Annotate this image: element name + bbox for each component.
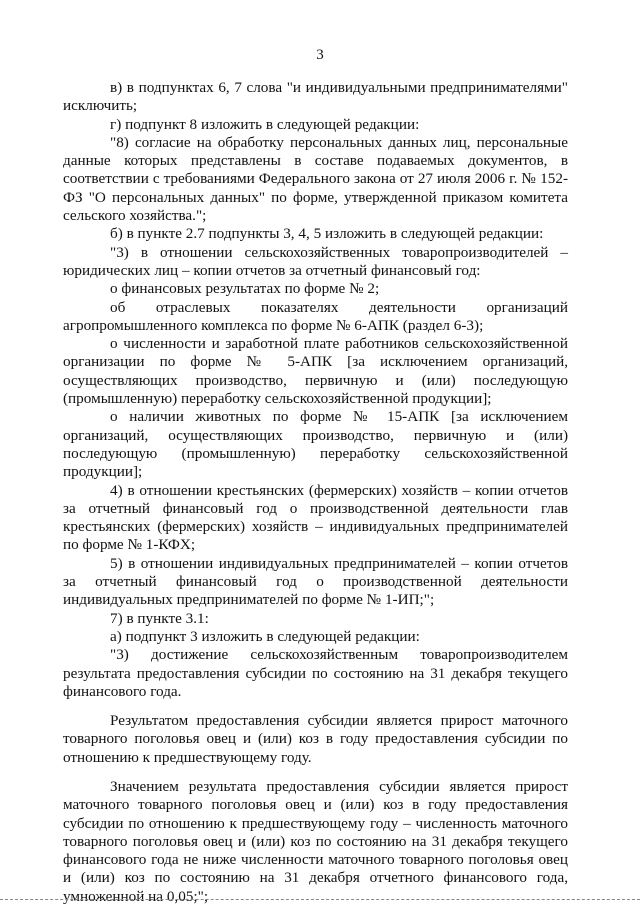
paragraph-v: в) в подпунктах 6, 7 слова "и индивидуальными предпринимателями" исключить; [63,79,568,115]
paragraph-form-1-ip: 5) в отношении индивидуальных предпринимателей – копии отчетов за отчетный финансовый год о производственной деятельности индивидуальных предпринимателей по форме № 1-ИП;"; [63,554,568,609]
paragraph-form-6-apk: об отраслевых показателях деятельности организаций агропромышленного комплекса по форме № 6-АПК (раздел 6-3); [63,298,568,334]
paragraph-form-1-kfh: 4) в отношении крестьянских (фермерских) хозяйств – копии отчетов за отчетный финансовый год о производственной деятельности глав крестьянских (фермерских) хозяйств – индивидуальных предпринимателей по форме № 1-КФХ; [63,481,568,554]
page-number: 3 [316,47,324,63]
paragraph-point-3-1: 7) в пункте 3.1: [110,609,209,627]
paragraph-form-5-apk: о численности и заработной плате работников сельскохозяйственной организации по форме № 5-АПК [за исключением организаций, осуществляющих производство, первичную и (или) последующую (промышленную) переработку сельскохозяйственной продукции]; [63,335,568,408]
paragraph-legal-entities: "3) в отношении сельскохозяйственных товаропроизводителей – юридических лиц – копии отчетов за отчетный финансовый год: [63,243,568,279]
paragraph-form-2: о финансовых результатах по форме № 2; [110,280,380,298]
paragraph-result-value: Значением результата предоставления субсидии является прирост маточного товарного поголовья овец и (или) коз в году предоставления субсидии по отношению к предшествующему году – численность маточного товарного поголовья овец и (или) коз по состоянию на 31 декабря текущего финансового года не ниже численности маточного товарного поголовья овец и (или) коз по состоянию на 31 декабря отчетного финансового года, умноженной на 0,05;"; [63,777,568,905]
paragraph-a: а) подпункт 3 изложить в следующей редакции: [110,627,420,645]
document-body [63,79,568,906]
scan-edge-divider [0,899,640,900]
paragraph-b: б) в пункте 2.7 подпункты 3, 4, 5 изложить в следующей редакции: [110,225,544,243]
paragraph-form-15-apk: о наличии животных по форме № 15-АПК [за исключением организаций, осуществляющих производство, первичную и (или) последующую (промышленную) переработку сельскохозяйственной продукции]; [63,408,568,481]
paragraph-consent: "8) согласие на обработку персональных данных лиц, персональные данные которых представлены в составе подаваемых документов, в соответствии с требованиями Федерального закона от 27 июля 2006 г. № 152-ФЗ "О персональных данных" по форме, утвержденной приказом комитета сельского хозяйства."; [63,133,568,225]
paragraph-g: г) подпункт 8 изложить в следующей редакции: [110,115,420,133]
paragraph-achievement: "3) достижение сельскохозяйственным товаропроизводителем результата предоставления субсидии по состоянию на 31 декабря текущего финансового года. [63,646,568,700]
paragraph-result: Результатом предоставления субсидии является прирост маточного товарного поголовья овец и (или) коз в году предоставления субсидии по отношению к предшествующему году. [63,712,568,766]
